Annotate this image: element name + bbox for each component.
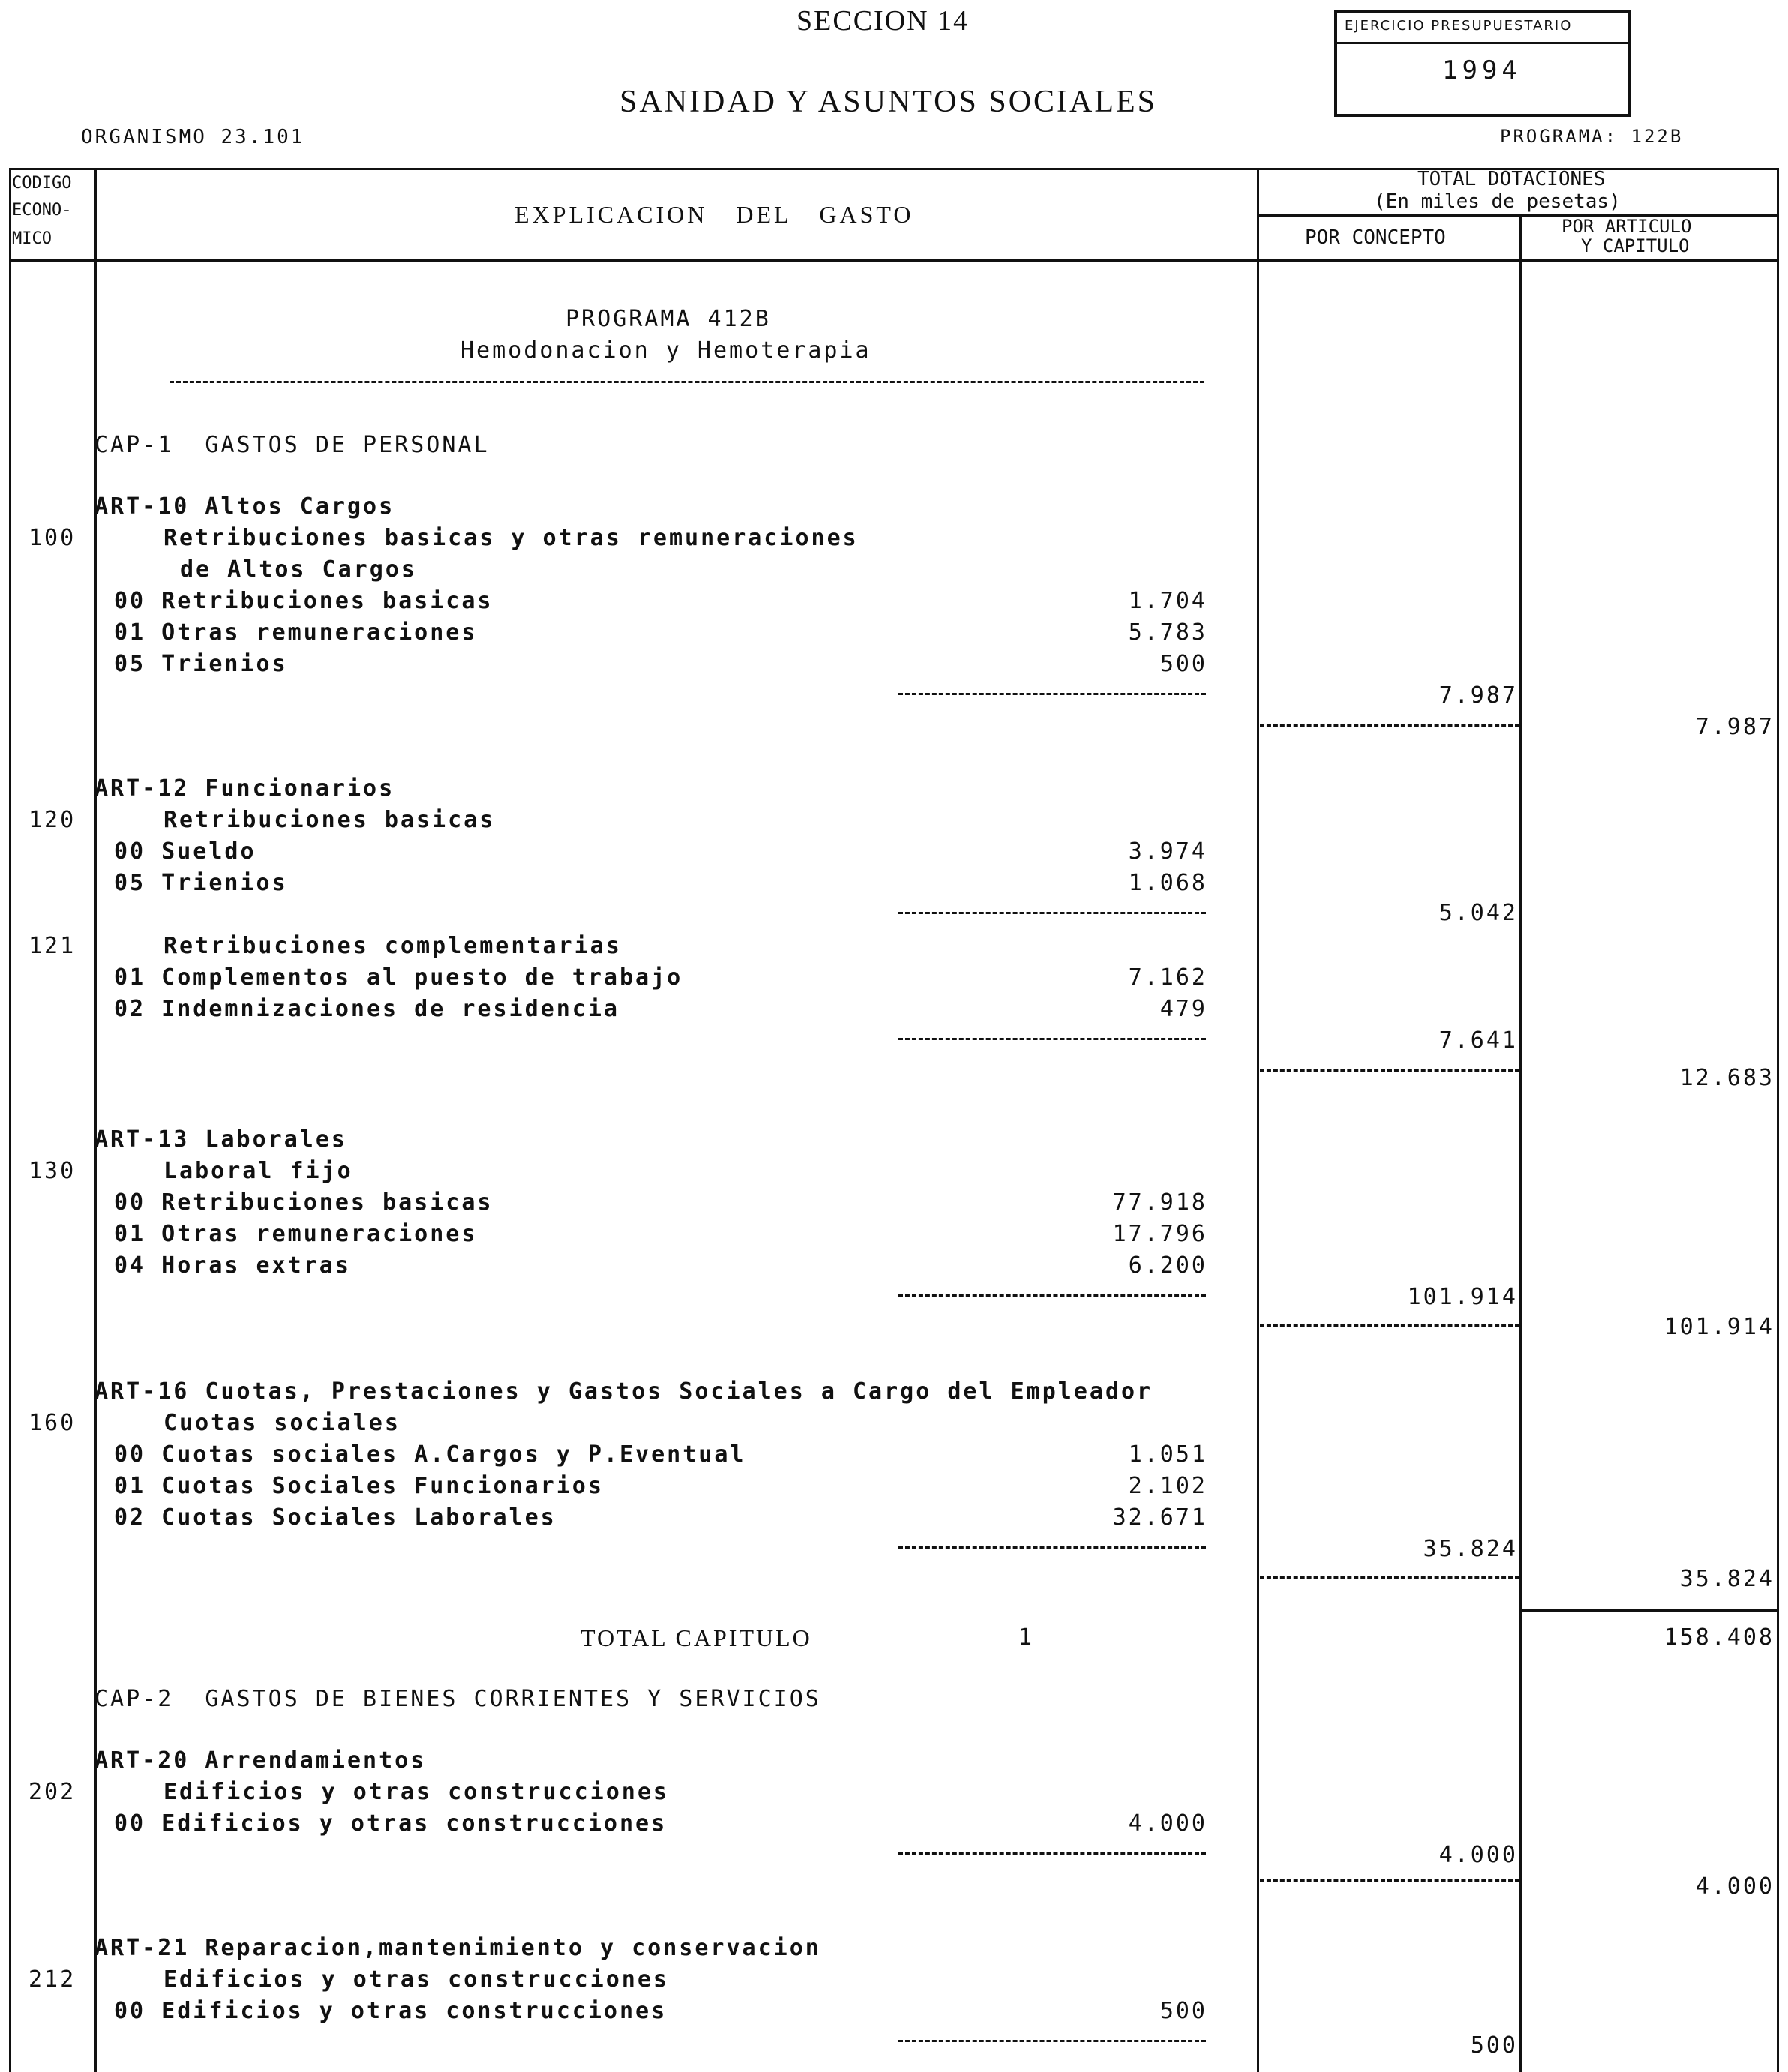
art20-item-label: 00 Edificios y otras construcciones [114, 1810, 668, 1837]
art16-item-label: 01 Cuotas Sociales Funcionarios [114, 1473, 604, 1499]
art16-item-label: 02 Cuotas Sociales Laborales [114, 1504, 556, 1531]
art13-concepto-rule [1260, 1324, 1520, 1327]
art12-desc-120: Retribuciones basicas [164, 807, 496, 833]
art12-item-value: 479 [1160, 996, 1208, 1022]
art20-item-value: 4.000 [1128, 1810, 1208, 1837]
art13-item-label: 04 Horas extras [114, 1252, 351, 1279]
art10-concepto-total: 7.987 [1438, 682, 1518, 709]
art20-concepto-rule [1260, 1879, 1520, 1882]
art20-concepto-total: 4.000 [1438, 1842, 1518, 1868]
art13-item-value: 77.918 [1112, 1189, 1208, 1216]
art12-desc-121: Retribuciones complementarias [164, 933, 622, 959]
art10-desc-line2: de Altos Cargos [180, 556, 417, 583]
codigo-header-line2: ECONO- [12, 201, 72, 220]
ejercicio-box [1334, 10, 1631, 117]
por-concepto-header: POR CONCEPTO [1305, 226, 1446, 249]
por-articulo-header-line1: POR ARTICULO [1562, 216, 1692, 237]
table-left-border [9, 168, 11, 2072]
art10-title: ART-10 Altos Cargos [94, 493, 395, 520]
art10-item-value: 5.783 [1128, 619, 1208, 646]
total-header-line1: TOTAL DOTACIONES [1418, 168, 1606, 190]
art12-title: ART-12 Funcionarios [94, 775, 395, 802]
art12-item-label: 01 Complementos al puesto de trabajo [114, 964, 683, 991]
art12-item-value: 7.162 [1128, 964, 1208, 991]
art13-title: ART-13 Laborales [94, 1126, 347, 1153]
programa-label: PROGRAMA: 122B [1500, 126, 1684, 147]
art16-articulo-total: 35.824 [1679, 1566, 1774, 1592]
programa-underline [170, 381, 1204, 383]
por-articulo-header-line2: Y CAPITULO [1581, 235, 1690, 256]
art13-item-value: 17.796 [1112, 1221, 1208, 1247]
art12-item-label: 02 Indemnizaciones de residencia [114, 996, 620, 1022]
total-header-divider [1257, 214, 1779, 217]
art16-title: ART-16 Cuotas, Prestaciones y Gastos Sociales a Cargo del Empleador [94, 1378, 1154, 1405]
art16-concepto-rule [1260, 1576, 1520, 1579]
art12-item-label: 00 Sueldo [114, 838, 256, 865]
art10-item-label: 00 Retribuciones basicas [114, 588, 494, 614]
art12-item-value: 3.974 [1128, 838, 1208, 865]
concepto-column-divider [1520, 214, 1522, 2072]
art10-code: 100 [28, 525, 76, 551]
art12-120-subtotal-rule [898, 912, 1206, 914]
codigo-header-line3: MICO [12, 229, 52, 248]
art13-subtotal-rule [898, 1294, 1206, 1297]
art10-subtotal-rule [898, 693, 1206, 695]
art13-code: 130 [28, 1158, 76, 1184]
total-capitulo-label: TOTAL CAPITULO [580, 1624, 812, 1651]
ministry-title: SANIDAD Y ASUNTOS SOCIALES [620, 85, 1158, 119]
art10-item-label: 01 Otras remuneraciones [114, 619, 478, 646]
programa-block-title: PROGRAMA 412B [566, 306, 771, 332]
art16-code: 160 [28, 1410, 76, 1436]
art12-concepto-rule [1260, 1069, 1520, 1072]
art13-desc: Laboral fijo [164, 1158, 353, 1184]
art12-120-concepto-total: 5.042 [1438, 900, 1518, 926]
art13-item-label: 01 Otras remuneraciones [114, 1221, 478, 1247]
programa-block-subtitle: Hemodonacion y Hemoterapia [460, 337, 872, 364]
art21-subtotal-rule [898, 2040, 1206, 2042]
art20-desc: Edificios y otras construcciones [164, 1779, 669, 1805]
ejercicio-year: 1994 [1442, 55, 1522, 85]
codigo-header-line1: CODIGO [12, 174, 72, 193]
art12-articulo-total: 12.683 [1679, 1065, 1774, 1091]
art20-articulo-total: 4.000 [1695, 1873, 1774, 1900]
art20-code: 202 [28, 1779, 76, 1805]
art16-desc: Cuotas sociales [164, 1410, 400, 1436]
art10-concepto-rule [1260, 724, 1520, 727]
cap2-title: CAP-2 GASTOS DE BIENES CORRIENTES Y SERVICIOS [94, 1686, 821, 1712]
art12-code-120: 120 [28, 807, 76, 833]
table-header-bottom-border [9, 259, 1779, 262]
art21-item-label: 00 Edificios y otras construcciones [114, 1998, 668, 2024]
art13-item-label: 00 Retribuciones basicas [114, 1189, 494, 1216]
art12-item-label: 05 Trienios [114, 870, 288, 896]
art12-item-value: 1.068 [1128, 870, 1208, 896]
total-capitulo-number: 1 [1018, 1624, 1035, 1651]
art16-subtotal-rule [898, 1546, 1206, 1549]
art12-121-concepto-total: 7.641 [1438, 1027, 1518, 1054]
art20-subtotal-rule [898, 1852, 1206, 1855]
art12-code-121: 121 [28, 933, 76, 959]
art21-concepto-total: 500 [1470, 2032, 1518, 2059]
art12-121-subtotal-rule [898, 1038, 1206, 1040]
table-right-border [1777, 168, 1779, 2072]
art16-item-value: 32.671 [1112, 1504, 1208, 1531]
art10-desc-line1: Retribuciones basicas y otras remuneraciones [164, 525, 859, 551]
art21-code: 212 [28, 1966, 76, 1993]
art13-concepto-total: 101.914 [1407, 1284, 1518, 1310]
explicacion-header: EXPLICACION DEL GASTO [514, 201, 914, 228]
art21-title: ART-21 Reparacion,mantenimiento y conservacion [94, 1935, 821, 1961]
art16-concepto-total: 35.824 [1423, 1536, 1518, 1562]
art16-item-label: 00 Cuotas sociales A.Cargos y P.Eventual [114, 1441, 746, 1468]
cap1-articulo-rule [1522, 1609, 1778, 1612]
ejercicio-label: EJERCICIO PRESUPUESTARIO [1345, 18, 1573, 34]
total-header-line2: (En miles de pesetas) [1374, 190, 1621, 213]
art10-articulo-total: 7.987 [1695, 714, 1774, 740]
art13-articulo-total: 101.914 [1664, 1314, 1774, 1340]
total-capitulo-value: 158.408 [1664, 1624, 1774, 1651]
art21-item-value: 500 [1160, 1998, 1208, 2024]
art10-item-label: 05 Trienios [114, 651, 288, 677]
organismo-label: ORGANISMO 23.101 [81, 126, 305, 148]
art16-item-value: 2.102 [1128, 1473, 1208, 1499]
art10-item-value: 1.704 [1128, 588, 1208, 614]
cap1-title: CAP-1 GASTOS DE PERSONAL [94, 432, 490, 458]
explicacion-column-divider [1257, 168, 1259, 2072]
art20-title: ART-20 Arrendamientos [94, 1747, 427, 1774]
art21-desc: Edificios y otras construcciones [164, 1966, 669, 1993]
art10-item-value: 500 [1160, 651, 1208, 677]
art16-item-value: 1.051 [1128, 1441, 1208, 1468]
art13-item-value: 6.200 [1128, 1252, 1208, 1279]
section-title: SECCION 14 [796, 5, 970, 37]
ejercicio-divider [1337, 42, 1628, 44]
